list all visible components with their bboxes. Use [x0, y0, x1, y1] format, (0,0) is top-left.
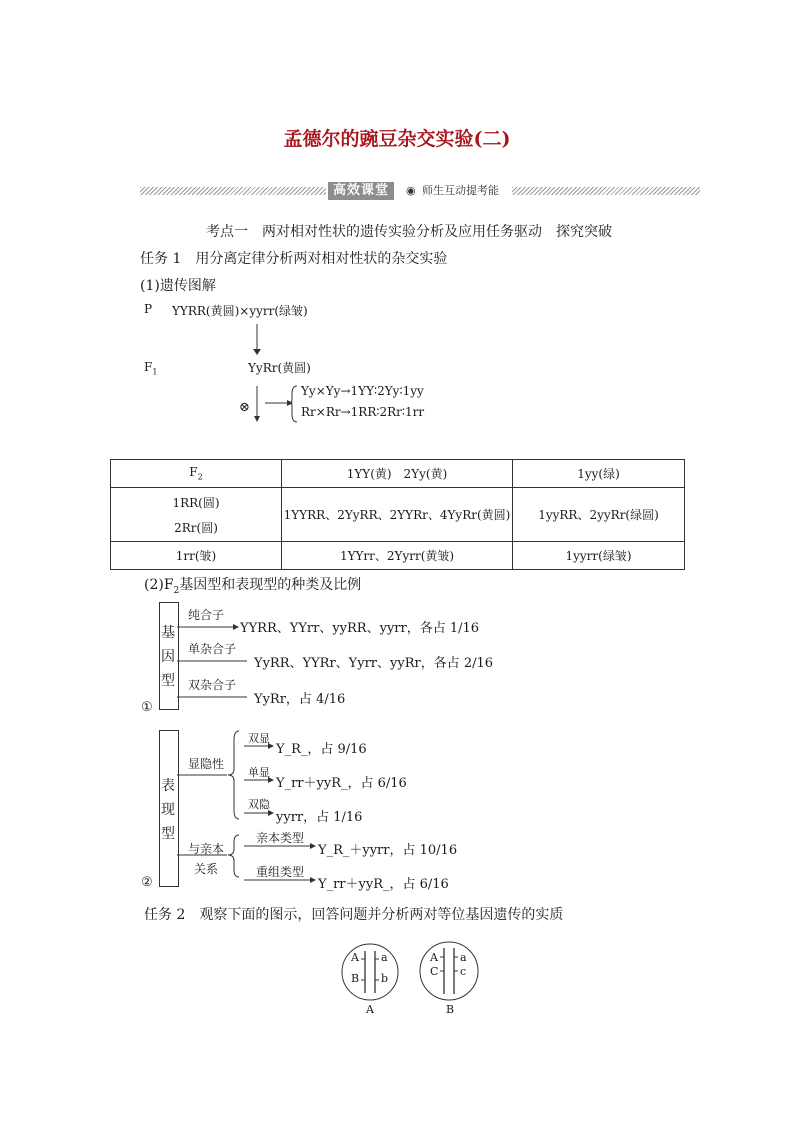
- phenotype-char: 型: [161, 826, 175, 842]
- table-corner-cell: $F_2$: [111, 460, 282, 488]
- table-row-label-round: [111, 488, 282, 542]
- section-heading: 考点一 两对相对性状的遗传实验分析及应用任务驱动 探究突破: [206, 224, 612, 240]
- pheno-label-double-dom: 双显: [248, 732, 270, 745]
- genotype-char: 型: [161, 673, 175, 689]
- cross-line-yy: Yy×Yy→1YY∶2Yy∶1yy: [301, 384, 424, 398]
- table-header-green: 1yy(绿): [513, 460, 685, 488]
- pheno-label-recombinant: 重组类型: [256, 865, 305, 879]
- group-label-parent-b: 关系: [194, 862, 219, 876]
- cell-a-caption: A: [366, 1003, 374, 1016]
- down-arrow-icon: [250, 322, 264, 356]
- cell-a-gene: b: [381, 972, 389, 985]
- branch-label-homozygous: 纯合子: [188, 608, 225, 622]
- cell-b-gene: A: [430, 951, 438, 964]
- row-label-rr-round: 1RR(圆): [172, 495, 220, 510]
- banner-subtitle: 师生互动提考能: [422, 184, 499, 197]
- phenotype-char: 表: [161, 778, 175, 794]
- pheno-label-single-dom: 单显: [248, 766, 270, 779]
- cell-b-gene: C: [430, 965, 439, 978]
- group-label-parent-a: 与亲本: [188, 842, 225, 856]
- f2-punnett-table: [110, 459, 685, 570]
- pheno-text-double-rec: yyrr，占 1/16: [276, 810, 363, 825]
- phenotype-char: 现: [161, 802, 175, 818]
- cell-b-gene: a: [460, 951, 467, 964]
- branch-text-homozygous: YYRR、YYrr、yyRR、yyrr，各占 1/16: [240, 621, 480, 636]
- phenotype-marker: ②: [141, 875, 153, 890]
- table-cell: 1YYRR、2YyRR、2YYRr、4YyRr(黄圆): [282, 488, 513, 542]
- cell-b-caption: B: [446, 1003, 455, 1016]
- p-label: P: [144, 302, 153, 316]
- task1-title: 任务 1 用分离定律分析两对相对性状的杂交实验: [140, 251, 448, 267]
- table-header-yellow: 1YY(黄) 2Yy(黄): [282, 460, 513, 488]
- table-cell: 1yyrr(绿皱): [513, 542, 685, 570]
- banner-dot-icon: ◉: [406, 184, 416, 197]
- part1-label: (1)遗传图解: [140, 278, 216, 294]
- cross-line-rr: Rr×Rr→1RR∶2Rr∶1rr: [301, 405, 425, 419]
- cell-b-diagram: [417, 940, 481, 1002]
- branch-label-double-het: 双杂合子: [188, 678, 237, 692]
- genotype-marker: ①: [141, 700, 153, 715]
- table-header-row: [111, 460, 685, 488]
- table-row: [111, 488, 685, 542]
- pheno-text-parental: Y_R_＋yyrr，占 10/16: [318, 843, 458, 858]
- part2-label: $(2)F_2$基因型和表现型的种类及比例: [144, 577, 362, 596]
- cell-a-gene: a: [381, 951, 388, 964]
- branch-text-double-het: YyRr，占 4/16: [254, 692, 346, 707]
- pheno-text-single-dom: Y_rr＋yyR_，占 6/16: [276, 776, 407, 791]
- f1-value: YyRr(黄圆): [248, 361, 311, 375]
- task2-title: 任务 2 观察下面的图示，回答问题并分析两对等位基因遗传的实质: [144, 907, 564, 923]
- table-cell: 1yyRR、2yyRr(绿圆): [513, 488, 685, 542]
- section-banner: [140, 183, 700, 199]
- table-row: [111, 542, 685, 570]
- cell-b-gene: c: [460, 965, 467, 978]
- p-cross: YYRR(黄圆)×yyrr(绿皱): [172, 304, 308, 318]
- cell-a-gene: B: [351, 972, 360, 985]
- group-label-dominance: 显隐性: [188, 757, 225, 771]
- self-cross-arrows: [252, 384, 298, 424]
- table-row-label-wrinkled: 1rr(皱): [111, 542, 282, 570]
- row-label-rr-het: 2Rr(圆): [174, 520, 218, 535]
- page-title: 孟德尔的豌豆杂交实验(二): [283, 128, 511, 150]
- pheno-label-parental: 亲本类型: [256, 831, 305, 845]
- pheno-label-double-rec: 双隐: [248, 798, 270, 811]
- branch-text-single-het: YyRR、YYRr、Yyrr、yyRr，各占 2/16: [254, 656, 494, 671]
- table-cell: 1YYrr、2Yyrr(黄皱): [282, 542, 513, 570]
- banner-hatch-left: [140, 187, 326, 195]
- pheno-text-recombinant: Y_rr＋yyR_，占 6/16: [318, 877, 449, 892]
- genotype-char: 基: [161, 625, 175, 641]
- f1-label: $F_1$: [144, 360, 158, 377]
- cell-a-diagram: [338, 942, 402, 1002]
- banner-label: 高效课堂: [328, 182, 394, 200]
- cell-a-gene: A: [351, 951, 359, 964]
- genotype-char: 因: [161, 649, 175, 665]
- branch-label-single-het: 单杂合子: [188, 642, 237, 656]
- banner-hatch-right: [512, 187, 700, 195]
- pheno-text-double-dom: Y_R_，占 9/16: [276, 742, 367, 757]
- self-cross-icon: ⊗: [239, 400, 250, 415]
